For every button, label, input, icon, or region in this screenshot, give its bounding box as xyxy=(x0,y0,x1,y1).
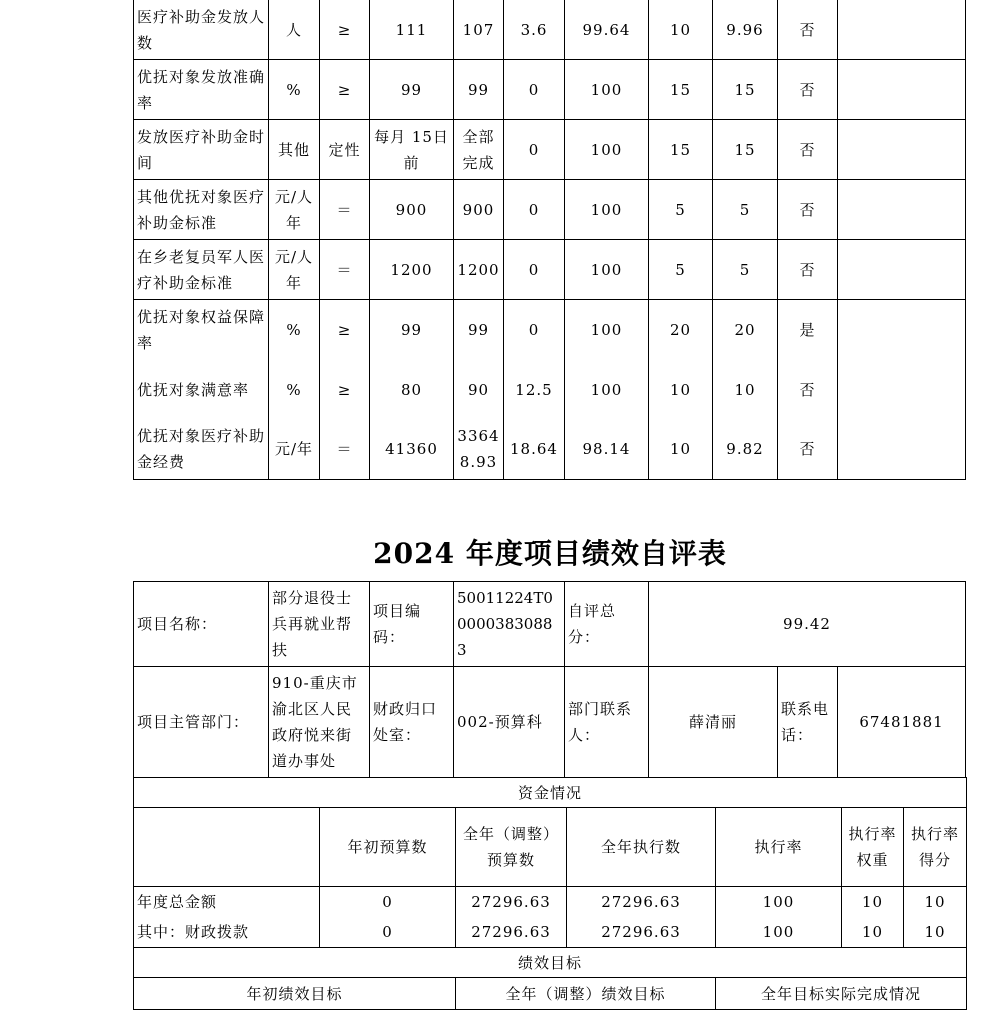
project-name-label: 项目名称： xyxy=(134,582,269,667)
cell-unit: % xyxy=(269,300,320,360)
cell-rate: 100 xyxy=(565,360,649,420)
goal-header: 全年（调整）绩效目标 xyxy=(456,978,716,1010)
cell-score: 5 xyxy=(713,240,778,300)
funds-header: 全年执行数 xyxy=(567,808,716,887)
cell-actual: 1200 xyxy=(454,240,504,300)
phone-label: 联系电话： xyxy=(778,667,838,778)
cell-weight: 5 xyxy=(649,240,713,300)
cell-target: 111 xyxy=(370,0,454,60)
cell-rate: 100 xyxy=(565,120,649,180)
cell-name: 优抚对象满意率 xyxy=(134,360,269,420)
cell-score: 10 xyxy=(713,360,778,420)
cell-actual: 99 xyxy=(454,60,504,120)
page-title: 2024 年度项目绩效自评表 xyxy=(373,537,727,570)
cell-op: ≥ xyxy=(320,360,370,420)
cell-note xyxy=(838,120,966,180)
score-label: 自评总分： xyxy=(565,582,649,667)
cell-unit: % xyxy=(269,60,320,120)
cell-deviation: 18.64 xyxy=(504,420,565,480)
table-row xyxy=(134,360,966,420)
project-info-table xyxy=(133,581,966,778)
cell-deviation: 0 xyxy=(504,60,565,120)
cell-weight: 10 xyxy=(649,420,713,480)
funds-cell: 27296.63 xyxy=(456,887,567,918)
table-row xyxy=(134,887,967,918)
cell-core: 否 xyxy=(778,60,838,120)
cell-weight: 10 xyxy=(649,360,713,420)
finance-office-label: 财政归口处室： xyxy=(370,667,454,778)
cell-op: ＝ xyxy=(320,240,370,300)
cell-rate: 98.14 xyxy=(565,420,649,480)
table-row xyxy=(134,180,966,240)
cell-score: 20 xyxy=(713,300,778,360)
cell-target: 80 xyxy=(370,360,454,420)
funds-header: 全年（调整）预算数 xyxy=(456,808,567,887)
funds-header: 执行率得分 xyxy=(904,808,967,887)
funds-cell: 10 xyxy=(904,918,967,948)
table-row xyxy=(134,300,966,360)
funds-table xyxy=(133,777,967,1010)
cell-target: 900 xyxy=(370,180,454,240)
funds-cell: 10 xyxy=(842,918,904,948)
cell-note xyxy=(838,0,966,60)
cell-target: 1200 xyxy=(370,240,454,300)
cell-unit: 元/人年 xyxy=(269,180,320,240)
cell-note xyxy=(838,240,966,300)
dept: 910-重庆市渝北区人民政府悦来街道办事处 xyxy=(269,667,370,778)
cell-name: 其他优抚对象医疗补助金标准 xyxy=(134,180,269,240)
indicator-table xyxy=(133,0,966,480)
cell-unit: 元/年 xyxy=(269,420,320,480)
cell-unit: 元/人年 xyxy=(269,240,320,300)
funds-header: 执行率 xyxy=(716,808,842,887)
cell-weight: 10 xyxy=(649,0,713,60)
funds-section-header: 资金情况 xyxy=(134,778,967,808)
project-code: 50011224T000003830883 xyxy=(454,582,565,667)
cell-core: 否 xyxy=(778,360,838,420)
cell-target: 每月 15日前 xyxy=(370,120,454,180)
cell-weight: 15 xyxy=(649,60,713,120)
cell-target: 99 xyxy=(370,60,454,120)
cell-deviation: 0 xyxy=(504,120,565,180)
cell-score: 9.96 xyxy=(713,0,778,60)
goal-header: 全年目标实际完成情况 xyxy=(716,978,967,1010)
cell-weight: 15 xyxy=(649,120,713,180)
cell-score: 15 xyxy=(713,60,778,120)
cell-core: 否 xyxy=(778,120,838,180)
table-row xyxy=(134,918,967,948)
cell-op: ≥ xyxy=(320,60,370,120)
cell-note xyxy=(838,420,966,480)
cell-unit: 人 xyxy=(269,0,320,60)
funds-cell: 0 xyxy=(320,918,456,948)
phone: 67481881 xyxy=(838,667,966,778)
cell-deviation: 3.6 xyxy=(504,0,565,60)
cell-score: 5 xyxy=(713,180,778,240)
funds-header: 执行率权重 xyxy=(842,808,904,887)
cell-core: 否 xyxy=(778,240,838,300)
table-row xyxy=(134,240,966,300)
cell-actual: 900 xyxy=(454,180,504,240)
cell-op: ≥ xyxy=(320,0,370,60)
cell-op: ≥ xyxy=(320,300,370,360)
cell-note xyxy=(838,360,966,420)
table-row xyxy=(134,420,966,480)
cell-name: 医疗补助金发放人数 xyxy=(134,0,269,60)
cell-op: 定性 xyxy=(320,120,370,180)
funds-cell: 100 xyxy=(716,887,842,918)
funds-cell: 其中：财政拨款 xyxy=(134,918,320,948)
cell-op: ＝ xyxy=(320,420,370,480)
goals-section-header: 绩效目标 xyxy=(134,948,967,978)
funds-cell: 27296.63 xyxy=(456,918,567,948)
dept-label: 项目主管部门： xyxy=(134,667,269,778)
project-code-label: 项目编码： xyxy=(370,582,454,667)
funds-cell: 10 xyxy=(904,887,967,918)
cell-weight: 20 xyxy=(649,300,713,360)
cell-name: 发放医疗补助金时间 xyxy=(134,120,269,180)
cell-core: 是 xyxy=(778,300,838,360)
cell-weight: 5 xyxy=(649,180,713,240)
cell-target: 99 xyxy=(370,300,454,360)
cell-deviation: 12.5 xyxy=(504,360,565,420)
finance-office: 002-预算科 xyxy=(454,667,565,778)
funds-cell: 27296.63 xyxy=(567,887,716,918)
cell-core: 否 xyxy=(778,180,838,240)
cell-name: 优抚对象医疗补助金经费 xyxy=(134,420,269,480)
contact: 薛清丽 xyxy=(649,667,778,778)
cell-unit: 其他 xyxy=(269,120,320,180)
cell-rate: 99.64 xyxy=(565,0,649,60)
funds-header xyxy=(134,808,320,887)
cell-note xyxy=(838,180,966,240)
contact-label: 部门联系人： xyxy=(565,667,649,778)
cell-actual: 33648.93 xyxy=(454,420,504,480)
table-row xyxy=(134,120,966,180)
cell-core: 否 xyxy=(778,0,838,60)
cell-actual: 107 xyxy=(454,0,504,60)
cell-note xyxy=(838,60,966,120)
cell-target: 41360 xyxy=(370,420,454,480)
cell-score: 9.82 xyxy=(713,420,778,480)
total-score: 99.42 xyxy=(649,582,966,667)
cell-core: 否 xyxy=(778,420,838,480)
cell-rate: 100 xyxy=(565,60,649,120)
cell-rate: 100 xyxy=(565,300,649,360)
cell-name: 在乡老复员军人医疗补助金标准 xyxy=(134,240,269,300)
funds-cell: 0 xyxy=(320,887,456,918)
cell-score: 15 xyxy=(713,120,778,180)
cell-actual: 90 xyxy=(454,360,504,420)
project-name: 部分退役士兵再就业帮扶 xyxy=(269,582,370,667)
cell-unit: % xyxy=(269,360,320,420)
cell-rate: 100 xyxy=(565,180,649,240)
cell-deviation: 0 xyxy=(504,240,565,300)
goal-header: 年初绩效目标 xyxy=(134,978,456,1010)
table-row xyxy=(134,60,966,120)
funds-cell: 100 xyxy=(716,918,842,948)
cell-name: 优抚对象发放准确率 xyxy=(134,60,269,120)
funds-header: 年初预算数 xyxy=(320,808,456,887)
funds-cell: 27296.63 xyxy=(567,918,716,948)
funds-cell: 年度总金额 xyxy=(134,887,320,918)
cell-actual: 全部完成 xyxy=(454,120,504,180)
cell-deviation: 0 xyxy=(504,180,565,240)
table-row xyxy=(134,0,966,60)
cell-actual: 99 xyxy=(454,300,504,360)
funds-cell: 10 xyxy=(842,887,904,918)
cell-deviation: 0 xyxy=(504,300,565,360)
cell-note xyxy=(838,300,966,360)
cell-name: 优抚对象权益保障率 xyxy=(134,300,269,360)
cell-rate: 100 xyxy=(565,240,649,300)
cell-op: ＝ xyxy=(320,180,370,240)
